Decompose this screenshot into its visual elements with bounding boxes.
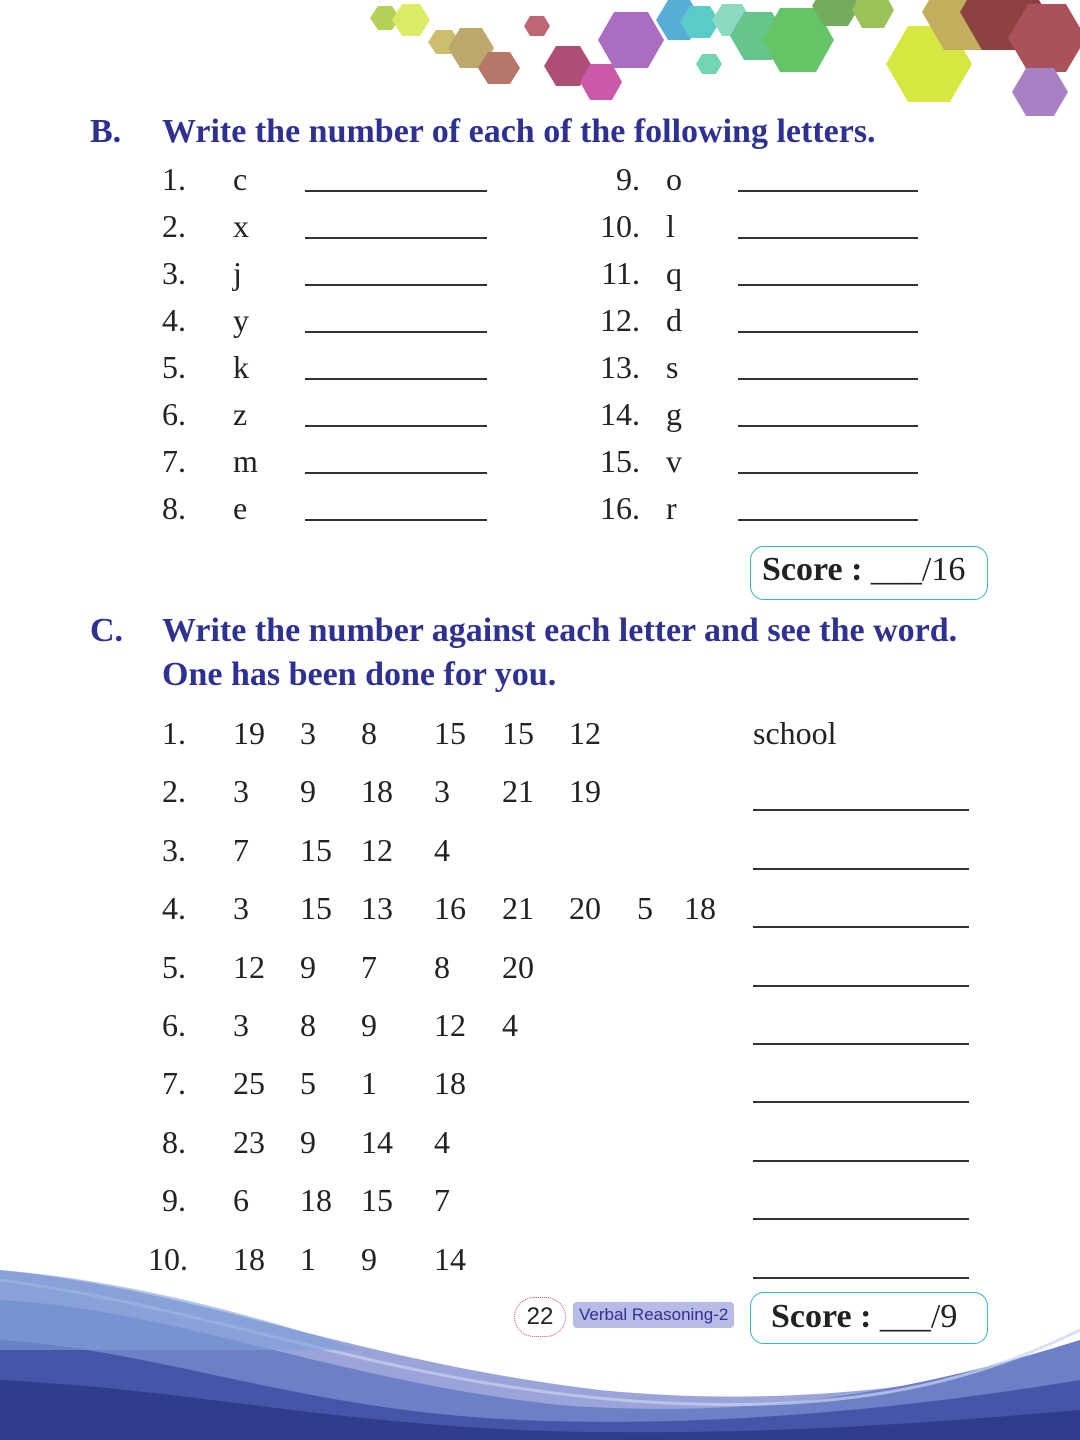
- answer-blank[interactable]: [753, 868, 969, 870]
- answer-blank[interactable]: [738, 237, 918, 239]
- row-number: 6.: [162, 1007, 186, 1043]
- code-number: 8: [300, 1007, 316, 1043]
- code-number: 1: [300, 1241, 316, 1277]
- code-number: 23: [233, 1124, 265, 1160]
- item-letter: d: [666, 302, 682, 338]
- code-number: 4: [502, 1007, 518, 1043]
- code-number: 19: [569, 773, 601, 809]
- code-number: 3: [233, 773, 249, 809]
- code-number: 18: [684, 890, 716, 926]
- item-letter: s: [666, 349, 679, 385]
- code-number: 15: [300, 832, 332, 868]
- answer-word: school: [753, 715, 837, 751]
- item-letter: q: [666, 255, 682, 291]
- code-number: 19: [233, 715, 265, 751]
- item-letter: c: [233, 161, 248, 197]
- code-number: 7: [361, 949, 377, 985]
- code-number: 3: [300, 715, 316, 751]
- item-number: 1.: [162, 161, 186, 197]
- book-title: Verbal Reasoning-2: [573, 1302, 734, 1328]
- item-letter: y: [233, 302, 249, 338]
- answer-blank[interactable]: [753, 1218, 969, 1220]
- code-number: 12: [361, 832, 393, 868]
- row-number: 10.: [148, 1241, 188, 1277]
- answer-blank[interactable]: [753, 1101, 969, 1103]
- item-letter: j: [233, 255, 242, 291]
- section-b-label: B.: [90, 113, 122, 150]
- item-letter: v: [666, 443, 682, 479]
- code-number: 7: [233, 832, 249, 868]
- answer-blank[interactable]: [753, 985, 969, 987]
- score-label: Score :: [771, 1298, 872, 1335]
- answer-blank[interactable]: [305, 378, 487, 380]
- code-number: 6: [233, 1182, 249, 1218]
- code-number: 15: [361, 1182, 393, 1218]
- code-number: 3: [233, 1007, 249, 1043]
- code-number: 15: [434, 715, 466, 751]
- page-number: 22: [514, 1297, 566, 1337]
- item-number: 13.: [600, 349, 640, 385]
- item-number: 2.: [162, 208, 186, 244]
- row-number: 9.: [162, 1182, 186, 1218]
- code-number: 18: [434, 1065, 466, 1101]
- code-number: 1: [361, 1065, 377, 1101]
- code-number: 8: [361, 715, 377, 751]
- item-number: 3.: [162, 255, 186, 291]
- score-value: ___/9: [879, 1298, 958, 1335]
- code-number: 20: [502, 949, 534, 985]
- code-number: 18: [233, 1241, 265, 1277]
- section-c-instruction-line2: One has been done for you.: [162, 656, 557, 693]
- answer-blank[interactable]: [738, 284, 918, 286]
- answer-blank[interactable]: [738, 472, 918, 474]
- item-number: 4.: [162, 302, 186, 338]
- item-letter: z: [233, 396, 248, 432]
- answer-blank[interactable]: [305, 331, 487, 333]
- code-number: 20: [569, 890, 601, 926]
- code-number: 9: [361, 1241, 377, 1277]
- item-number: 10.: [600, 208, 640, 244]
- code-number: 12: [434, 1007, 466, 1043]
- answer-blank[interactable]: [738, 331, 918, 333]
- item-number: 5.: [162, 349, 186, 385]
- code-number: 18: [300, 1182, 332, 1218]
- code-number: 3: [434, 773, 450, 809]
- item-letter: e: [233, 490, 248, 526]
- answer-blank[interactable]: [738, 519, 918, 521]
- score-label: Score :: [762, 551, 863, 588]
- item-number: 14.: [600, 396, 640, 432]
- answer-blank[interactable]: [738, 190, 918, 192]
- section-c-label: C.: [90, 612, 124, 649]
- answer-blank[interactable]: [753, 926, 969, 928]
- score-box-c: [750, 1292, 988, 1344]
- answer-blank[interactable]: [738, 378, 918, 380]
- code-number: 4: [434, 832, 450, 868]
- score-value: ___/16: [870, 551, 966, 588]
- row-number: 5.: [162, 949, 186, 985]
- code-number: 18: [361, 773, 393, 809]
- row-number: 8.: [162, 1124, 186, 1160]
- answer-blank[interactable]: [305, 284, 487, 286]
- row-number: 3.: [162, 832, 186, 868]
- item-number: 6.: [162, 396, 186, 432]
- item-number: 16.: [600, 490, 640, 526]
- item-number: 7.: [162, 443, 186, 479]
- code-number: 14: [361, 1124, 393, 1160]
- section-c-instruction-line1: Write the number against each letter and see the word.: [162, 612, 958, 649]
- item-letter: x: [233, 208, 249, 244]
- item-letter: o: [666, 161, 682, 197]
- code-number: 21: [502, 890, 534, 926]
- code-number: 21: [502, 773, 534, 809]
- code-number: 15: [502, 715, 534, 751]
- code-number: 25: [233, 1065, 265, 1101]
- code-number: 3: [233, 890, 249, 926]
- answer-blank[interactable]: [753, 1160, 969, 1162]
- code-number: 9: [300, 773, 316, 809]
- item-number: 11.: [601, 255, 640, 291]
- row-number: 7.: [162, 1065, 186, 1101]
- hexagon-decoration: [0, 0, 1080, 130]
- item-letter: r: [666, 490, 677, 526]
- code-number: 9: [300, 949, 316, 985]
- item-number: 15.: [600, 443, 640, 479]
- item-letter: g: [666, 396, 682, 432]
- code-number: 4: [434, 1124, 450, 1160]
- code-number: 8: [434, 949, 450, 985]
- item-number: 9.: [616, 161, 640, 197]
- code-number: 7: [434, 1182, 450, 1218]
- code-number: 13: [361, 890, 393, 926]
- code-number: 9: [300, 1124, 316, 1160]
- row-number: 2.: [162, 773, 186, 809]
- code-number: 12: [233, 949, 265, 985]
- answer-blank[interactable]: [305, 425, 487, 427]
- item-letter: k: [233, 349, 249, 385]
- row-number: 1.: [162, 715, 186, 751]
- score-box-b: [750, 546, 988, 600]
- code-number: 14: [434, 1241, 466, 1277]
- item-letter: m: [233, 443, 258, 479]
- answer-blank[interactable]: [753, 1277, 969, 1279]
- answer-blank[interactable]: [305, 472, 487, 474]
- code-number: 16: [434, 890, 466, 926]
- answer-blank[interactable]: [753, 1043, 969, 1045]
- code-number: 9: [361, 1007, 377, 1043]
- code-number: 5: [300, 1065, 316, 1101]
- answer-blank[interactable]: [753, 809, 969, 811]
- item-letter: l: [666, 208, 675, 244]
- item-number: 8.: [162, 490, 186, 526]
- code-number: 12: [569, 715, 601, 751]
- code-number: 5: [637, 890, 653, 926]
- code-number: 15: [300, 890, 332, 926]
- section-b-instruction: Write the number of each of the following letters.: [162, 113, 876, 150]
- answer-blank[interactable]: [305, 190, 487, 192]
- row-number: 4.: [162, 890, 186, 926]
- answer-blank[interactable]: [738, 425, 918, 427]
- answer-blank[interactable]: [305, 237, 487, 239]
- answer-blank[interactable]: [305, 519, 487, 521]
- item-number: 12.: [600, 302, 640, 338]
